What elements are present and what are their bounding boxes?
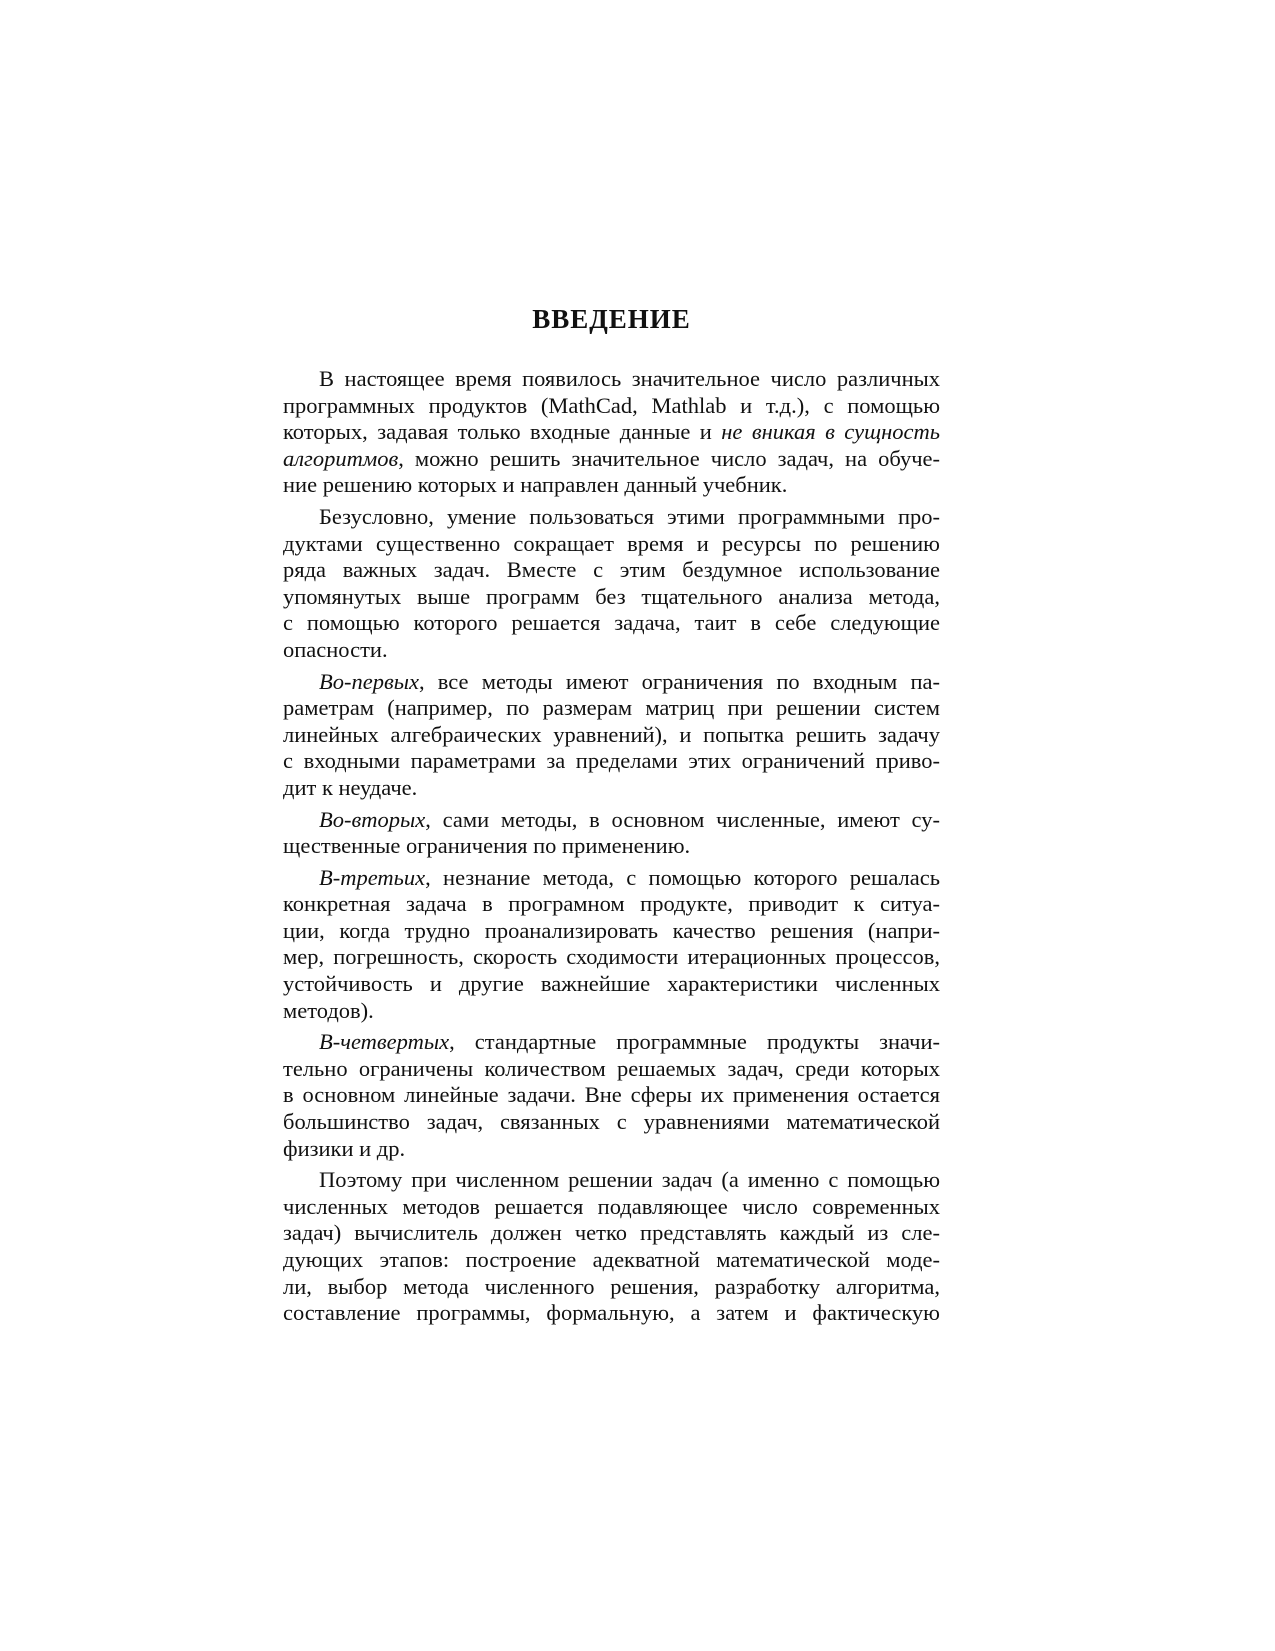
text-line [283,1220,940,1247]
italic-text: не вникая в сущность [721,419,940,445]
text-line [283,1136,940,1163]
text-line [283,865,940,892]
text-line [283,775,940,802]
text-run: с помощью которого решается задача, таит в себе следующие [283,610,940,636]
text-line [283,531,940,558]
paragraph [283,669,940,802]
text-line [283,807,940,834]
text-line [283,971,940,998]
text-run: щественные ограничения по применению. [283,833,691,859]
text-line [283,446,940,473]
text-run: устойчивость и другие важнейшие характеристики численных [283,971,940,997]
text-run: задач) вычислитель должен четко представлять каждый из сле- [283,1220,940,1246]
text-line [283,833,940,860]
text-line [283,472,940,499]
text-run: программных продуктов (MathCad, Mathlab и т.д.), с помощью [283,392,940,418]
page-title: ВВЕДЕНИЕ [532,304,691,334]
text-line [283,610,940,637]
text-run: , все методы имеют ограничения по входным па- [418,668,940,694]
text-run: упомянутых выше программ без тщательного анализа метода, [283,583,940,609]
text-line [283,722,940,749]
text-line [283,1300,940,1327]
text-line [283,366,940,393]
text-line [283,557,940,584]
paragraph [283,807,940,860]
text-run: ние решению которых и направлен данный учебник. [283,472,788,498]
italic-text: В-четвертых [319,1029,450,1055]
text-run: Безусловно, умение пользоваться этими программными про- [319,503,940,529]
text-run: численных методов решается подавляющее число современных [283,1193,940,1219]
text-run: конкретная задача в програмном продукте, приводит к ситуа- [283,891,940,917]
text-run: дуктами существенно сокращает время и ресурсы по решению [283,530,940,556]
text-line [283,1167,940,1194]
text-run: , можно решить значительное число задач, на обуче- [398,445,940,471]
text-line [283,748,940,775]
body-text [283,366,940,1332]
text-run: дующих этапов: построение адекватной математической моде- [283,1247,940,1272]
text-run: методов). [283,997,374,1023]
text-line [283,637,940,664]
italic-text: Во-первых [319,668,419,694]
text-run: , незнание метода, с помощью которого решалась [425,864,940,890]
text-line [283,1274,940,1301]
text-line [283,695,940,722]
italic-text: алгоритмов [283,445,399,471]
text-line [283,891,940,918]
text-run: Поэтому при численном решении задач (а именно с помощью [319,1167,940,1193]
text-line [283,1056,940,1083]
text-run: ции, когда трудно проанализировать качество решения (напри- [283,917,940,943]
text-line [283,944,940,971]
text-line [283,504,940,531]
text-run: тельно ограничены количеством решаемых задач, среди которых [283,1055,940,1081]
text-line [283,584,940,611]
text-run: составление программы, формальную, а затем и фактическую [283,1300,940,1326]
text-line [283,1194,940,1221]
text-line [283,998,940,1025]
text-run: , стандартные программные продукты значи- [449,1029,940,1055]
text-run: раметрам (например, по размерам матриц при решении систем [283,695,940,721]
text-run: дит к неудаче. [283,774,418,800]
paragraph [283,1167,940,1327]
text-run: , сами методы, в основном численные, имеют су- [425,806,940,832]
paragraph [283,504,940,664]
text-run: которых, задавая только входные данные и [283,419,722,445]
text-run: в основном линейные задачи. Вне сферы их применения остается [283,1082,940,1108]
text-run: с входными параметрами за пределами этих ограничений приво- [283,748,940,774]
text-run: физики и др. [283,1135,406,1161]
text-run: линейных алгебраических уравнений), и попытка решить задачу [283,721,940,747]
italic-text: Во-вторых [319,806,426,832]
text-line [283,393,940,420]
text-run: В настоящее время появилось значительное число различных [319,366,940,391]
text-line [283,1109,940,1136]
paragraph [283,1029,940,1162]
text-line [283,1029,940,1056]
text-run: ряда важных задач. Вместе с этим бездумное использование [283,557,940,583]
text-run: опасности. [283,636,388,662]
text-line [283,918,940,945]
text-run: большинство задач, связанных с уравнениями математической [283,1109,940,1135]
text-line [283,669,940,696]
text-run: ли, выбор метода численного решения, разработку алгоритма, [283,1273,940,1299]
text-line [283,1247,940,1274]
paragraph [283,366,940,499]
paragraph [283,865,940,1025]
text-line [283,419,940,446]
italic-text: В-третьих [319,864,426,890]
text-line [283,1082,940,1109]
text-run: мер, погрешность, скорость сходимости итерационных процессов, [283,944,940,970]
